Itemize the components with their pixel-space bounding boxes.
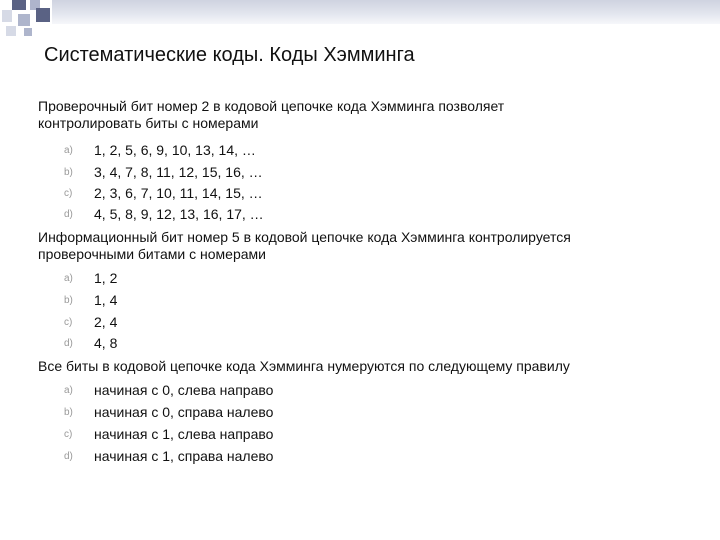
header-gradient-bar — [52, 0, 720, 24]
option-letter: a) — [64, 273, 73, 284]
question-3 — [38, 358, 570, 375]
decor-square — [6, 26, 16, 36]
decor-square — [36, 8, 50, 22]
question-text-line: контролировать биты с номерами — [38, 115, 259, 131]
option-letter: a) — [64, 385, 73, 396]
option-text: 1, 4 — [94, 292, 118, 308]
option-letter: c) — [64, 429, 73, 440]
question-text-line: Информационный бит номер 5 в кодовой цепочке кода Хэмминга контролируется — [38, 229, 571, 245]
option-letter: b) — [64, 295, 73, 306]
option-text: 3, 4, 7, 8, 11, 12, 15, 16, … — [94, 164, 263, 180]
option-text: начиная с 1, слева направо — [94, 426, 274, 442]
option-text: 2, 3, 6, 7, 10, 11, 14, 15, … — [94, 185, 263, 201]
option-text: начиная с 1, справа налево — [94, 448, 274, 464]
question-text-line: Все биты в кодовой цепочке кода Хэмминга нумеруются по следующему правилу — [38, 358, 570, 374]
option-text: начиная с 0, справа налево — [94, 404, 274, 420]
option-text: начиная с 0, слева направо — [94, 382, 274, 398]
option-text: 2, 4 — [94, 314, 118, 330]
option-letter: c) — [64, 317, 73, 328]
option-letter: a) — [64, 145, 73, 156]
option-letter: d) — [64, 338, 73, 349]
header-decoration — [0, 0, 720, 40]
decor-square — [12, 0, 26, 10]
option-letter: d) — [64, 451, 73, 462]
option-letter: b) — [64, 407, 73, 418]
option-text: 1, 2 — [94, 270, 118, 286]
question-1 — [38, 98, 504, 132]
option-letter: d) — [64, 209, 73, 220]
option-text: 1, 2, 5, 6, 9, 10, 13, 14, … — [94, 142, 256, 158]
option-letter: b) — [64, 167, 73, 178]
question-text-line: проверочными битами с номерами — [38, 246, 266, 262]
decor-square — [18, 14, 30, 26]
question-text-line: Проверочный бит номер 2 в кодовой цепочке кода Хэмминга позволяет — [38, 98, 505, 114]
question-2 — [38, 229, 571, 263]
decor-square — [24, 28, 32, 36]
slide-title: Систематические коды. Коды Хэмминга — [44, 44, 415, 66]
decor-square — [2, 10, 12, 22]
option-letter: c) — [64, 188, 73, 199]
option-text: 4, 8 — [94, 335, 118, 351]
option-text: 4, 5, 8, 9, 12, 13, 16, 17, … — [94, 206, 264, 222]
